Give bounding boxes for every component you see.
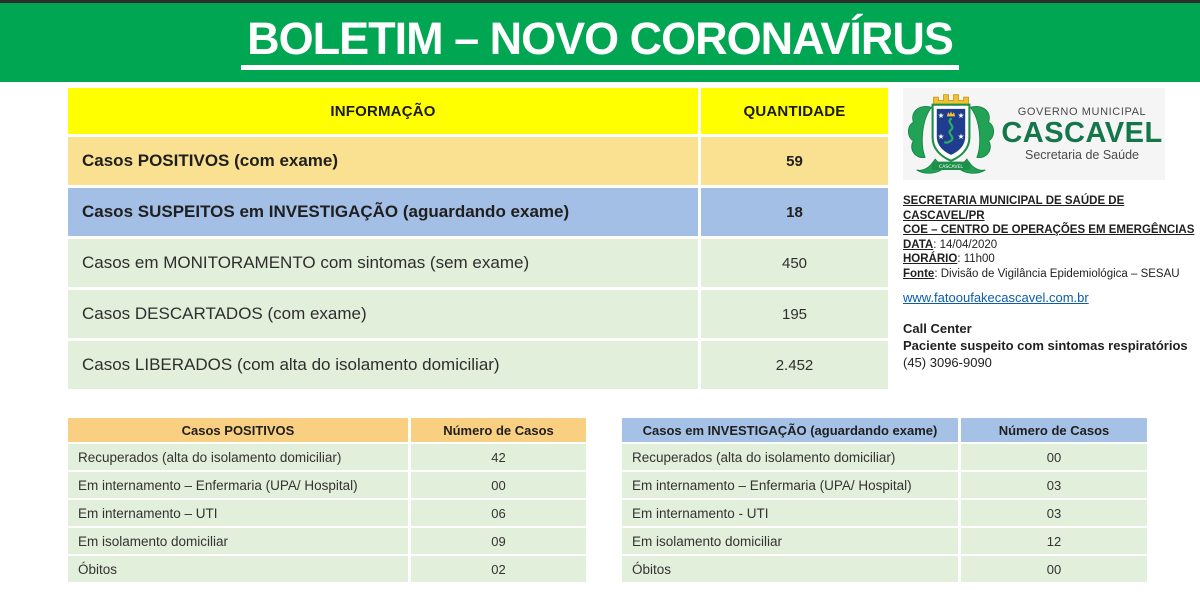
- cascavel-wordmark: CASCAVEL: [1001, 116, 1163, 149]
- row-label: Em internamento – Enfermaria (UPA/ Hospital): [68, 472, 408, 498]
- row-label: Em internamento - UTI: [622, 500, 958, 526]
- row-value: 195: [701, 290, 888, 338]
- horario-label: HORÁRIO: [903, 253, 958, 265]
- table-row: [68, 137, 888, 185]
- fato-ou-fake-link[interactable]: www.fatooufakecascavel.com.br: [903, 290, 1089, 305]
- row-label: Em internamento – UTI: [68, 500, 408, 526]
- table-row: [68, 239, 888, 287]
- row-label: Em internamento – Enfermaria (UPA/ Hospital): [622, 472, 958, 498]
- fato-ou-fake-link-line: [903, 290, 1089, 305]
- call-center-phone: (45) 3096-9090: [903, 355, 992, 370]
- horario-line: [903, 252, 1195, 267]
- row-label: Óbitos: [622, 556, 958, 582]
- data-label: DATA: [903, 238, 934, 251]
- call-center-line: Paciente suspeito com sintomas respiratórios: [903, 338, 1188, 353]
- row-value: 00: [961, 444, 1147, 470]
- row-value: 00: [961, 556, 1147, 582]
- title-banner: [0, 0, 1200, 82]
- row-value: 2.452: [701, 341, 888, 389]
- fonte-label: Fonte: [903, 267, 935, 280]
- table-row: [68, 556, 586, 582]
- secretaria-line: SECRETARIA MUNICIPAL DE SAÚDE DE CASCAVEL/PR: [903, 195, 1125, 222]
- row-label: Casos LIBERADOS (com alta do isolamento domiciliar): [68, 341, 698, 389]
- table-row: [68, 528, 586, 554]
- positives-table: [68, 418, 586, 584]
- positives-table-header: [68, 418, 586, 442]
- table-row: [68, 341, 888, 389]
- row-label: Recuperados (alta do isolamento domiciliar): [622, 444, 958, 470]
- data-value: : 14/04/2020: [933, 238, 998, 251]
- crest-banner-text: CASCAVEL: [939, 164, 963, 170]
- cascavel-crest-icon: [905, 90, 997, 178]
- svg-text:★: ★: [937, 111, 945, 121]
- row-label: Casos POSITIVOS (com exame): [68, 137, 698, 185]
- table-row: [68, 188, 888, 236]
- bulletin-info-block: [903, 194, 1195, 281]
- row-label: Casos SUSPEITOS em INVESTIGAÇÃO (aguardando exame): [68, 188, 698, 236]
- header-casos-investigacao: Casos em INVESTIGAÇÃO (aguardando exame): [622, 418, 958, 442]
- summary-table-header: [68, 88, 888, 134]
- row-value: 59: [701, 137, 888, 185]
- data-line: [903, 238, 1195, 253]
- fonte-value: : Divisão de Vigilância Epidemiológica – SESAU: [934, 267, 1180, 280]
- coe-line: COE – CENTRO DE OPERAÇÕES EM EMERGÊNCIAS: [903, 224, 1195, 236]
- row-label: Em isolamento domiciliar: [68, 528, 408, 554]
- table-row: [68, 500, 586, 526]
- summary-table: [68, 88, 888, 392]
- header-numero-casos: Número de Casos: [961, 418, 1147, 442]
- call-center-title: Call Center: [903, 321, 972, 336]
- row-label: Óbitos: [68, 556, 408, 582]
- table-row: [622, 500, 1147, 526]
- svg-text:★: ★: [937, 132, 945, 142]
- secretaria-saude-label: Secretaria de Saúde: [1025, 148, 1139, 163]
- call-center-block: [903, 320, 1188, 371]
- row-value: 450: [701, 239, 888, 287]
- row-value: 09: [411, 528, 586, 554]
- row-value: 02: [411, 556, 586, 582]
- row-value: 06: [411, 500, 586, 526]
- row-label: Em isolamento domiciliar: [622, 528, 958, 554]
- header-informacao: INFORMAÇÃO: [68, 88, 698, 134]
- row-label: Casos em MONITORAMENTO com sintomas (sem exame): [68, 239, 698, 287]
- table-row: [68, 444, 586, 470]
- table-row: [622, 556, 1147, 582]
- row-label: Recuperados (alta do isolamento domiciliar): [68, 444, 408, 470]
- page-title: BOLETIM – NOVO CORONAVÍRUS: [241, 15, 959, 70]
- svg-text:★: ★: [957, 111, 965, 121]
- row-value: 42: [411, 444, 586, 470]
- investigation-table-header: [622, 418, 1147, 442]
- row-label: Casos DESCARTADOS (com exame): [68, 290, 698, 338]
- governo-municipal-label: GOVERNO MUNICIPAL: [1017, 105, 1147, 118]
- row-value: 18: [701, 188, 888, 236]
- fonte-line: [903, 267, 1195, 282]
- header-casos-positivos: Casos POSITIVOS: [68, 418, 408, 442]
- table-row: [68, 472, 586, 498]
- logo-text: [1001, 106, 1163, 162]
- table-row: [622, 528, 1147, 554]
- row-value: 00: [411, 472, 586, 498]
- row-value: 12: [961, 528, 1147, 554]
- svg-text:★: ★: [957, 132, 965, 142]
- table-row: [68, 290, 888, 338]
- header-numero-casos: Número de Casos: [411, 418, 586, 442]
- municipal-logo: [903, 88, 1165, 180]
- row-value: 03: [961, 472, 1147, 498]
- horario-value: : 11h00: [957, 253, 995, 265]
- header-quantidade: QUANTIDADE: [701, 88, 888, 134]
- row-value: 03: [961, 500, 1147, 526]
- investigation-table: [622, 418, 1147, 584]
- table-row: [622, 472, 1147, 498]
- table-row: [622, 444, 1147, 470]
